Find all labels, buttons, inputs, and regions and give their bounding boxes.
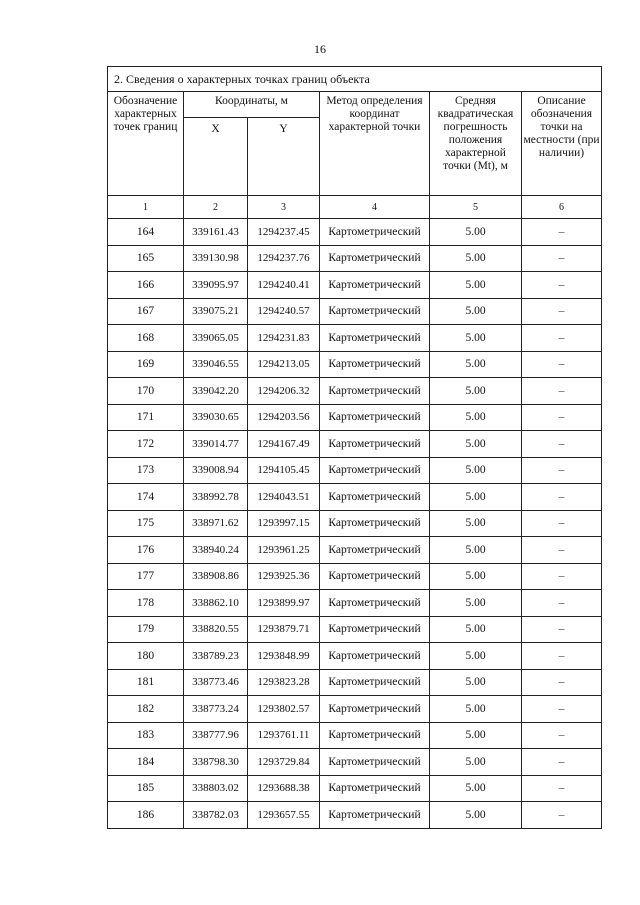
description-cell: – [522, 696, 602, 723]
header-mean-error: Средняя квадратическая погрешность положения характерной точки (Mt), м [430, 92, 522, 196]
point-number: 167 [108, 298, 184, 325]
coordinate-y: 1293961.25 [248, 537, 320, 564]
mean-error-cell: 5.00 [430, 722, 522, 749]
description-cell: – [522, 510, 602, 537]
mean-error-cell: 5.00 [430, 378, 522, 405]
mean-error-cell: 5.00 [430, 272, 522, 299]
method-cell: Картометрический [320, 298, 430, 325]
table-row [108, 537, 602, 564]
mean-error-cell: 5.00 [430, 696, 522, 723]
coordinate-y: 1294240.57 [248, 298, 320, 325]
table-row [108, 325, 602, 352]
header-row [108, 92, 602, 118]
header-description: Описание обозначения точки на местности (при наличии) [522, 92, 602, 196]
coordinate-x: 339046.55 [184, 351, 248, 378]
column-number: 4 [320, 196, 430, 219]
point-number: 175 [108, 510, 184, 537]
mean-error-cell: 5.00 [430, 245, 522, 272]
coordinate-y: 1293761.11 [248, 722, 320, 749]
point-number: 168 [108, 325, 184, 352]
point-number: 186 [108, 802, 184, 829]
table-row [108, 457, 602, 484]
method-cell: Картометрический [320, 457, 430, 484]
description-cell: – [522, 457, 602, 484]
coordinate-x: 338782.03 [184, 802, 248, 829]
description-cell: – [522, 643, 602, 670]
mean-error-cell: 5.00 [430, 775, 522, 802]
point-number: 165 [108, 245, 184, 272]
method-cell: Картометрический [320, 616, 430, 643]
method-cell: Картометрический [320, 404, 430, 431]
coordinate-y: 1293688.38 [248, 775, 320, 802]
point-number: 180 [108, 643, 184, 670]
coordinate-x: 338773.24 [184, 696, 248, 723]
mean-error-cell: 5.00 [430, 669, 522, 696]
point-number: 177 [108, 563, 184, 590]
mean-error-cell: 5.00 [430, 616, 522, 643]
table-row [108, 643, 602, 670]
column-numbers-row [108, 196, 602, 219]
description-cell: – [522, 245, 602, 272]
mean-error-cell: 5.00 [430, 325, 522, 352]
description-cell: – [522, 298, 602, 325]
table-row [108, 749, 602, 776]
mean-error-cell: 5.00 [430, 351, 522, 378]
table-row [108, 802, 602, 829]
coordinate-y: 1293729.84 [248, 749, 320, 776]
point-number: 170 [108, 378, 184, 405]
header-coordinates: Координаты, м [184, 92, 320, 118]
coordinate-y: 1293802.57 [248, 696, 320, 723]
coordinate-x: 339095.97 [184, 272, 248, 299]
point-number: 171 [108, 404, 184, 431]
description-cell: – [522, 325, 602, 352]
description-cell: – [522, 351, 602, 378]
method-cell: Картометрический [320, 563, 430, 590]
method-cell: Картометрический [320, 669, 430, 696]
coordinate-x: 338820.55 [184, 616, 248, 643]
description-cell: – [522, 219, 602, 246]
method-cell: Картометрический [320, 272, 430, 299]
description-cell: – [522, 404, 602, 431]
method-cell: Картометрический [320, 378, 430, 405]
coordinate-y: 1293925.36 [248, 563, 320, 590]
table-row [108, 298, 602, 325]
method-cell: Картометрический [320, 431, 430, 458]
mean-error-cell: 5.00 [430, 749, 522, 776]
method-cell: Картометрический [320, 325, 430, 352]
table-row [108, 669, 602, 696]
method-cell: Картометрический [320, 722, 430, 749]
coordinate-y: 1294237.45 [248, 219, 320, 246]
coordinate-y: 1293657.55 [248, 802, 320, 829]
coordinate-y: 1294237.76 [248, 245, 320, 272]
method-cell: Картометрический [320, 696, 430, 723]
description-cell: – [522, 484, 602, 511]
section-title-row [108, 67, 602, 92]
coordinate-x: 339030.65 [184, 404, 248, 431]
coordinate-x: 339161.43 [184, 219, 248, 246]
point-number: 164 [108, 219, 184, 246]
description-cell: – [522, 431, 602, 458]
coordinate-x: 338803.02 [184, 775, 248, 802]
table-row [108, 431, 602, 458]
mean-error-cell: 5.00 [430, 298, 522, 325]
column-number: 3 [248, 196, 320, 219]
column-number: 1 [108, 196, 184, 219]
method-cell: Картометрический [320, 510, 430, 537]
mean-error-cell: 5.00 [430, 404, 522, 431]
coordinate-x: 339075.21 [184, 298, 248, 325]
mean-error-cell: 5.00 [430, 802, 522, 829]
coordinate-x: 338940.24 [184, 537, 248, 564]
description-cell: – [522, 537, 602, 564]
method-cell: Картометрический [320, 537, 430, 564]
coordinate-x: 339042.20 [184, 378, 248, 405]
coordinate-x: 339130.98 [184, 245, 248, 272]
coordinate-y: 1293879.71 [248, 616, 320, 643]
coordinate-y: 1294105.45 [248, 457, 320, 484]
coordinate-y: 1293848.99 [248, 643, 320, 670]
coordinate-y: 1294206.32 [248, 378, 320, 405]
point-number: 182 [108, 696, 184, 723]
section-title: 2. Сведения о характерных точках границ объекта [108, 67, 602, 92]
method-cell: Картометрический [320, 802, 430, 829]
point-number: 184 [108, 749, 184, 776]
coordinate-y: 1294167.49 [248, 431, 320, 458]
column-number: 5 [430, 196, 522, 219]
description-cell: – [522, 749, 602, 776]
mean-error-cell: 5.00 [430, 590, 522, 617]
mean-error-cell: 5.00 [430, 431, 522, 458]
description-cell: – [522, 272, 602, 299]
header-y: Y [248, 118, 320, 196]
description-cell: – [522, 590, 602, 617]
method-cell: Картометрический [320, 775, 430, 802]
mean-error-cell: 5.00 [430, 219, 522, 246]
point-number: 166 [108, 272, 184, 299]
coordinate-x: 339008.94 [184, 457, 248, 484]
mean-error-cell: 5.00 [430, 537, 522, 564]
coordinate-x: 339014.77 [184, 431, 248, 458]
description-cell: – [522, 722, 602, 749]
point-number: 176 [108, 537, 184, 564]
mean-error-cell: 5.00 [430, 643, 522, 670]
coordinate-x: 338789.23 [184, 643, 248, 670]
coordinate-x: 338971.62 [184, 510, 248, 537]
table-row [108, 219, 602, 246]
boundary-points-table [107, 66, 602, 829]
method-cell: Картометрический [320, 484, 430, 511]
coordinate-y: 1293823.28 [248, 669, 320, 696]
point-number: 181 [108, 669, 184, 696]
method-cell: Картометрический [320, 590, 430, 617]
description-cell: – [522, 802, 602, 829]
coordinate-y: 1294043.51 [248, 484, 320, 511]
coordinate-x: 338862.10 [184, 590, 248, 617]
page-number: 16 [314, 42, 326, 56]
column-number: 6 [522, 196, 602, 219]
coordinate-y: 1293997.15 [248, 510, 320, 537]
description-cell: – [522, 378, 602, 405]
table-row [108, 696, 602, 723]
point-number: 173 [108, 457, 184, 484]
mean-error-cell: 5.00 [430, 457, 522, 484]
column-number: 2 [184, 196, 248, 219]
table-row [108, 616, 602, 643]
coordinate-x: 338908.86 [184, 563, 248, 590]
coordinate-x: 338773.46 [184, 669, 248, 696]
method-cell: Картометрический [320, 351, 430, 378]
coordinate-y: 1294231.83 [248, 325, 320, 352]
point-number: 178 [108, 590, 184, 617]
coordinate-y: 1294203.56 [248, 404, 320, 431]
description-cell: – [522, 669, 602, 696]
header-point-designation: Обозначение характерных точек границ [108, 92, 184, 196]
table-row [108, 272, 602, 299]
description-cell: – [522, 563, 602, 590]
table-row [108, 563, 602, 590]
table-row [108, 510, 602, 537]
coordinate-y: 1294240.41 [248, 272, 320, 299]
header-x: X [184, 118, 248, 196]
point-number: 172 [108, 431, 184, 458]
coordinate-x: 338992.78 [184, 484, 248, 511]
table-row [108, 245, 602, 272]
point-number: 169 [108, 351, 184, 378]
coordinate-y: 1294213.05 [248, 351, 320, 378]
mean-error-cell: 5.00 [430, 484, 522, 511]
method-cell: Картометрический [320, 749, 430, 776]
table-row [108, 378, 602, 405]
header-method: Метод определения координат характерной точки [320, 92, 430, 196]
mean-error-cell: 5.00 [430, 563, 522, 590]
description-cell: – [522, 775, 602, 802]
table-row [108, 722, 602, 749]
point-number: 179 [108, 616, 184, 643]
description-cell: – [522, 616, 602, 643]
coordinate-x: 338798.30 [184, 749, 248, 776]
point-number: 185 [108, 775, 184, 802]
point-number: 174 [108, 484, 184, 511]
table-row [108, 351, 602, 378]
table-row [108, 590, 602, 617]
mean-error-cell: 5.00 [430, 510, 522, 537]
table-row [108, 775, 602, 802]
coordinate-x: 338777.96 [184, 722, 248, 749]
method-cell: Картометрический [320, 219, 430, 246]
point-number: 183 [108, 722, 184, 749]
method-cell: Картометрический [320, 643, 430, 670]
coordinate-y: 1293899.97 [248, 590, 320, 617]
table-row [108, 404, 602, 431]
coordinate-x: 339065.05 [184, 325, 248, 352]
method-cell: Картометрический [320, 245, 430, 272]
table-row [108, 484, 602, 511]
